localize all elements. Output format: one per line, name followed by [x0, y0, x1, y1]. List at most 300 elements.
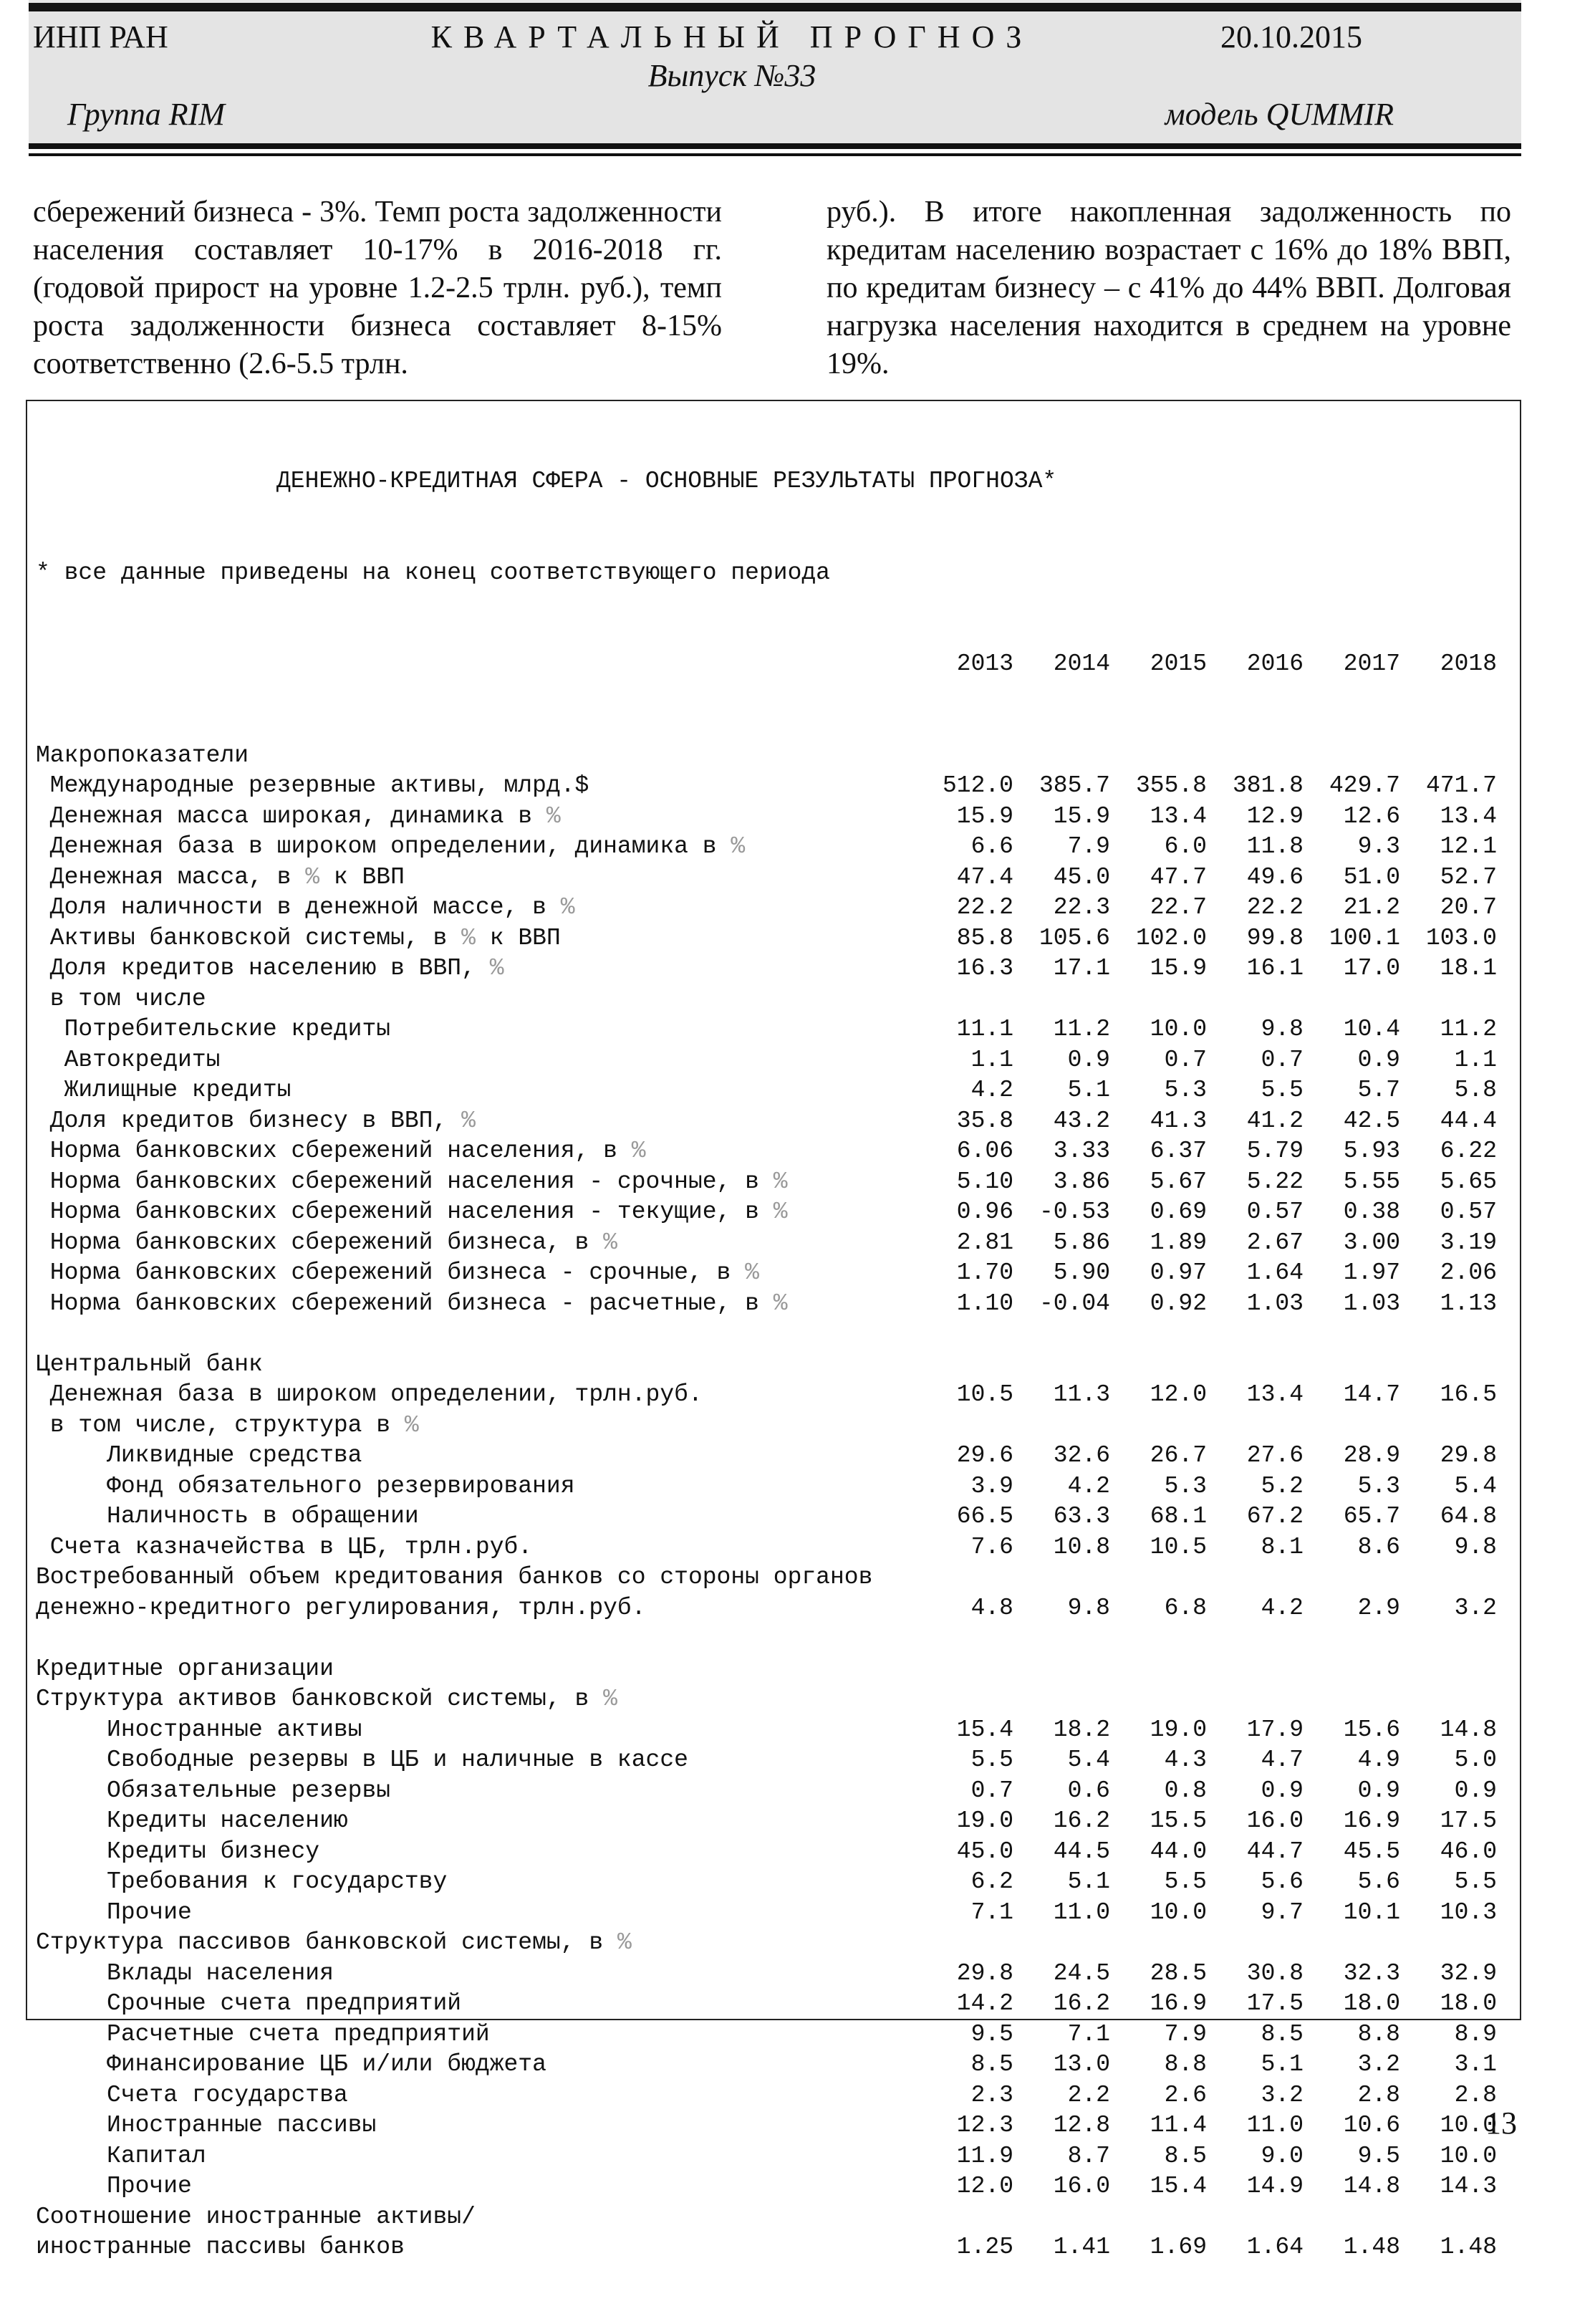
cell-value: 5.90 [1053, 1259, 1110, 1286]
cell-value: 85.8 [956, 924, 1013, 951]
cell-value: 4.2 [970, 1077, 1013, 1103]
table-row [36, 1562, 1511, 1593]
table-row [36, 1654, 1511, 1685]
cell-value: 0.9 [1067, 1046, 1110, 1073]
row-label: Кредитные организации [36, 1655, 334, 1682]
row-values [917, 1806, 1497, 1837]
cell-value: 8.6 [1357, 1533, 1400, 1560]
row-label: Потребительские кредиты [36, 1016, 391, 1042]
cell-value: 0.9 [1261, 1777, 1304, 1804]
cell-value: 8.5 [970, 2051, 1013, 2078]
cell-value: 44.7 [1246, 1838, 1304, 1865]
header-date: 20.10.2015 [1220, 19, 1362, 54]
row-values [917, 1989, 1497, 2020]
cell-value: 2.06 [1440, 1259, 1497, 1286]
cell-value: 1.10 [956, 1290, 1013, 1317]
cell-value: 12.6 [1343, 802, 1400, 830]
table-note: * все данные приведены на конец соответствующего периода [36, 559, 830, 586]
cell-value: 16.2 [1053, 1990, 1110, 2017]
cell-value: 17.5 [1246, 1990, 1304, 2017]
cell-value: 9.8 [1261, 1016, 1304, 1042]
cell-value: 4.8 [970, 1594, 1013, 1621]
cell-value: 6.8 [1164, 1594, 1207, 1621]
cell-value: 65.7 [1343, 1503, 1400, 1530]
row-label: Соотношение иностранные активы/ [36, 2203, 476, 2230]
cell-value: 10.3 [1440, 1898, 1497, 1926]
row-values [917, 832, 1497, 863]
cell-value: 15.4 [1150, 2173, 1207, 2199]
table-row [36, 1776, 1511, 1807]
cell-value: 5.7 [1357, 1077, 1400, 1103]
header-bottom-rule [29, 143, 1521, 149]
header-issue-text: Выпуск №33 [647, 58, 816, 93]
row-label: Расчетные счета предприятий [36, 2020, 490, 2047]
table-row [36, 863, 1511, 893]
row-values [917, 2050, 1497, 2080]
table-row [36, 923, 1511, 954]
row-label: Доля кредитов населению в ВВП, % [36, 955, 504, 981]
cell-value: 9.0 [1261, 2142, 1304, 2169]
cell-value: 5.1 [1067, 1077, 1110, 1103]
row-values [917, 1380, 1497, 1411]
cell-value: 9.5 [1357, 2142, 1400, 2169]
cell-value: 10.6 [1343, 2112, 1400, 2138]
header-model: модель QUMMIR [1165, 97, 1394, 132]
text-column-left: сбережений бизнеса - 3%. Темп роста задолженности населения составляет 10-17% в 2016-2018 гг. (годовой прирост на уровне 1.2-2.5 трлн. руб.), темп роста задолженности бизнеса составляет 8-15% соответственно (2.6-5.5 трлн. [33, 196, 722, 380]
cell-value: 30.8 [1246, 1959, 1304, 1987]
cell-value: 12.3 [956, 2112, 1013, 2138]
cell-value: 16.9 [1343, 1807, 1400, 1834]
header-top-rule [29, 3, 1521, 11]
cell-value: 18.1 [1440, 955, 1497, 981]
cell-value: 20.7 [1440, 894, 1497, 921]
table-row [36, 2050, 1511, 2080]
cell-value: 8.9 [1454, 2020, 1497, 2047]
row-label: Ликвидные средства [36, 1442, 362, 1469]
cell-value: 1.64 [1246, 2234, 1304, 2260]
cell-value: 16.0 [1053, 2173, 1110, 2199]
table-rows [36, 741, 1511, 2263]
cell-value: 44.4 [1440, 1107, 1497, 1134]
cell-value: 12.8 [1053, 2112, 1110, 2138]
cell-value: 9.8 [1067, 1594, 1110, 1621]
header-issue [29, 57, 1521, 94]
table-row [36, 1167, 1511, 1198]
cell-value: 5.8 [1454, 1077, 1497, 1103]
cell-value: 12.0 [956, 2173, 1013, 2199]
cell-value: 22.2 [956, 894, 1013, 921]
cell-value: 22.2 [1246, 894, 1304, 921]
cell-value: 5.86 [1053, 1229, 1110, 1256]
cell-value: 2.67 [1246, 1229, 1304, 1256]
row-values [917, 954, 1497, 984]
row-label: Требования к государству [36, 1868, 448, 1895]
table-row [36, 1867, 1511, 1898]
cell-value: 5.79 [1246, 1138, 1304, 1164]
table-row [36, 1411, 1511, 1441]
cell-value: 0.9 [1357, 1777, 1400, 1804]
row-label: Центральный банк [36, 1350, 263, 1378]
cell-value: 5.2 [1261, 1472, 1304, 1499]
cell-value: 5.6 [1357, 1868, 1400, 1895]
cell-value: 5.3 [1164, 1077, 1207, 1103]
row-label: Макропоказатели [36, 741, 249, 769]
table-years [917, 649, 1497, 680]
cell-value: 381.8 [1232, 772, 1304, 799]
table-row [36, 741, 1511, 772]
cell-value: 0.9 [1357, 1046, 1400, 1073]
row-values [917, 1745, 1497, 1776]
row-values [917, 1898, 1497, 1929]
cell-value: 1.13 [1440, 1290, 1497, 1317]
cell-value: 4.2 [1261, 1594, 1304, 1621]
table-row [36, 1715, 1511, 1746]
row-label: Иностранные активы [36, 1716, 362, 1743]
cell-value: 29.8 [1440, 1442, 1497, 1469]
cell-value: 5.4 [1454, 1472, 1497, 1499]
cell-value: 103.0 [1425, 924, 1497, 951]
cell-value: 3.2 [1454, 1594, 1497, 1621]
row-label: Денежная база в широком определении, динамика в % [36, 833, 746, 860]
row-values [917, 771, 1497, 802]
row-values [917, 1593, 1497, 1624]
cell-value: 1.48 [1343, 2234, 1400, 2260]
cell-value: 5.67 [1150, 1168, 1207, 1195]
cell-value: 18.2 [1053, 1716, 1110, 1743]
cell-value: 12.0 [1150, 1381, 1207, 1408]
table-row [36, 2020, 1511, 2050]
cell-value: 10.0 [1150, 1898, 1207, 1926]
cell-value: 1.25 [956, 2234, 1013, 2260]
table-row [36, 1806, 1511, 1837]
cell-value: 6.06 [956, 1138, 1013, 1164]
cell-value: 3.2 [1357, 2051, 1400, 2078]
row-label: Денежная масса широкая, динамика в % [36, 802, 561, 830]
cell-value: 11.0 [1246, 2112, 1304, 2138]
cell-value: 3.9 [970, 1472, 1013, 1499]
table-row [36, 2171, 1511, 2202]
cell-value: 0.9 [1454, 1777, 1497, 1804]
row-values [917, 2141, 1497, 2172]
row-values [917, 2171, 1497, 2202]
table-row [36, 954, 1511, 984]
cell-value: 8.8 [1357, 2020, 1400, 2047]
page-number: 13 [1485, 2105, 1517, 2141]
table-row [36, 1258, 1511, 1289]
row-label: в том числе, структура в % [36, 1411, 419, 1439]
table-row [36, 1319, 1511, 1350]
cell-value: 42.5 [1343, 1107, 1400, 1134]
table-row [36, 1136, 1511, 1167]
cell-value: -0.04 [1039, 1290, 1110, 1317]
row-label: Норма банковских сбережений населения - срочные, в % [36, 1168, 788, 1195]
cell-value: 27.6 [1246, 1442, 1304, 1469]
cell-value: 64.8 [1440, 1503, 1497, 1530]
table-row [36, 1289, 1511, 1320]
cell-value: 1.69 [1150, 2234, 1207, 2260]
table-row [36, 1502, 1511, 1532]
table-row [36, 1197, 1511, 1228]
cell-value: 2.9 [1357, 1594, 1400, 1621]
cell-value: 2.2 [1067, 2081, 1110, 2108]
table-row [36, 2080, 1511, 2111]
cell-value: 11.9 [956, 2142, 1013, 2169]
cell-value: 14.2 [956, 1990, 1013, 2017]
cell-value: 9.8 [1454, 1533, 1497, 1560]
cell-value: 15.6 [1343, 1716, 1400, 1743]
table-years-row [36, 649, 1511, 680]
cell-value: 19.0 [956, 1807, 1013, 1834]
cell-value: 429.7 [1329, 772, 1400, 799]
cell-value: 5.4 [1067, 1747, 1110, 1773]
cell-value: 44.5 [1053, 1838, 1110, 1865]
table-row [36, 1228, 1511, 1259]
row-values [917, 1289, 1497, 1320]
cell-value: 15.9 [1053, 802, 1110, 830]
table-row [36, 771, 1511, 802]
cell-value: 24.5 [1053, 1959, 1110, 1987]
row-values [917, 1197, 1497, 1228]
cell-value: 32.6 [1053, 1442, 1110, 1469]
cell-value: 9.7 [1261, 1898, 1304, 1926]
cell-value: 2.8 [1454, 2081, 1497, 2108]
cell-value: 5.3 [1164, 1472, 1207, 1499]
row-values [917, 1228, 1497, 1259]
year-header: 2013 [956, 650, 1013, 677]
cell-value: 16.3 [956, 955, 1013, 981]
cell-value: 7.1 [970, 1898, 1013, 1926]
cell-value: 28.5 [1150, 1959, 1207, 1987]
row-label: Востребованный объем кредитования банков со стороны органов [36, 1564, 873, 1590]
cell-value: 0.6 [1067, 1777, 1110, 1804]
cell-value: 22.3 [1053, 894, 1110, 921]
cell-value: 17.5 [1440, 1807, 1497, 1834]
row-values [917, 1441, 1497, 1471]
cell-value: 14.7 [1343, 1381, 1400, 1408]
cell-value: 5.6 [1261, 1868, 1304, 1895]
row-label: Кредиты населению [36, 1807, 348, 1834]
cell-value: 11.2 [1053, 1016, 1110, 1042]
cell-value: 471.7 [1425, 772, 1497, 799]
header-org: ИНП РАН [33, 19, 168, 54]
cell-value: 4.9 [1357, 1747, 1400, 1773]
table-note-row [36, 558, 1511, 589]
cell-value: 16.2 [1053, 1807, 1110, 1834]
cell-value: 1.41 [1053, 2234, 1110, 2260]
cell-value: 1.03 [1343, 1290, 1400, 1317]
row-values [917, 1959, 1497, 1989]
cell-value: 7.1 [1067, 2020, 1110, 2047]
cell-value: 11.1 [956, 1016, 1013, 1042]
cell-value: 21.2 [1343, 894, 1400, 921]
row-values [917, 1837, 1497, 1868]
cell-value: 43.2 [1053, 1107, 1110, 1134]
table-row [36, 984, 1511, 1015]
forecast-table [26, 400, 1521, 2260]
cell-value: 355.8 [1135, 772, 1207, 799]
cell-value: 63.3 [1053, 1503, 1110, 1530]
forecast-table-body [36, 405, 1511, 2324]
cell-value: 3.19 [1440, 1229, 1497, 1256]
cell-value: 1.64 [1246, 1259, 1304, 1286]
cell-value: 0.97 [1150, 1259, 1207, 1286]
year-header: 2014 [1053, 650, 1110, 677]
cell-value: 4.2 [1067, 1472, 1110, 1499]
table-row [36, 1045, 1511, 1076]
cell-value: 1.03 [1246, 1290, 1304, 1317]
cell-value: 99.8 [1246, 924, 1304, 951]
row-label: Счета государства [36, 2081, 348, 2108]
row-label: Прочие [36, 1898, 192, 1926]
cell-value: 2.81 [956, 1229, 1013, 1256]
table-row [36, 1898, 1511, 1929]
cell-value: 46.0 [1440, 1838, 1497, 1865]
cell-value: 17.9 [1246, 1716, 1304, 1743]
cell-value: 7.6 [970, 1533, 1013, 1560]
table-row [36, 2141, 1511, 2172]
cell-value: 0.57 [1246, 1199, 1304, 1225]
cell-value: 45.0 [1053, 863, 1110, 890]
cell-value: 67.2 [1246, 1503, 1304, 1530]
cell-value: 7.9 [1164, 2020, 1207, 2047]
cell-value: 14.3 [1440, 2173, 1497, 2199]
cell-value: 11.2 [1440, 1016, 1497, 1042]
row-values [917, 1136, 1497, 1167]
row-label: Срочные счета предприятий [36, 1990, 462, 2017]
cell-value: 51.0 [1343, 863, 1400, 890]
cell-value: 26.7 [1150, 1442, 1207, 1469]
cell-value: 9.3 [1357, 833, 1400, 860]
page-header [29, 0, 1521, 143]
header-title-text: КВАРТАЛЬНЫЙ ПРОГНОЗ [430, 19, 1034, 54]
cell-value: 44.0 [1150, 1838, 1207, 1865]
text-column-right: руб.). В итоге накопленная задолженность по кредитам населению возрастает с 16% до 18% ВВП, по кредитам бизнесу – с 41% до 44% ВВП. Долговая нагрузка населения находится в среднем на уровне 19%. [827, 196, 1511, 380]
cell-value: 15.5 [1150, 1807, 1207, 1834]
row-label: Вклады населения [36, 1959, 334, 1987]
table-row [36, 2202, 1511, 2233]
cell-value: 6.2 [970, 1868, 1013, 1895]
cell-value: 41.2 [1246, 1107, 1304, 1134]
year-header: 2018 [1440, 650, 1497, 677]
table-row [36, 802, 1511, 832]
cell-value: 6.37 [1150, 1138, 1207, 1164]
cell-value: 18.0 [1440, 1990, 1497, 2017]
cell-value: 12.1 [1440, 833, 1497, 860]
row-label: Свободные резервы в ЦБ и наличные в кассе [36, 1747, 688, 1773]
row-values [917, 1502, 1497, 1532]
cell-value: 0.57 [1440, 1199, 1497, 1225]
cell-value: 5.1 [1067, 1868, 1110, 1895]
row-label: Структура пассивов банковской системы, в % [36, 1929, 632, 1956]
cell-value: 52.7 [1440, 863, 1497, 890]
row-label: Денежная масса, в % к ВВП [36, 863, 405, 890]
cell-value: 14.8 [1343, 2173, 1400, 2199]
cell-value: 15.9 [1150, 955, 1207, 981]
cell-value: 5.93 [1343, 1138, 1400, 1164]
cell-value: 18.0 [1343, 1990, 1400, 2017]
row-label: в том числе [36, 985, 206, 1012]
row-label: Капитал [36, 2142, 206, 2169]
cell-value: 45.5 [1343, 1838, 1400, 1865]
cell-value: 2.8 [1357, 2081, 1400, 2108]
row-values [917, 893, 1497, 923]
cell-value: 1.97 [1343, 1259, 1400, 1286]
cell-value: 66.5 [956, 1503, 1013, 1530]
row-label: Норма банковских сбережений населения, в % [36, 1138, 646, 1164]
cell-value: 11.3 [1053, 1381, 1110, 1408]
cell-value: 35.8 [956, 1107, 1013, 1134]
row-values [917, 1776, 1497, 1807]
cell-value: 1.1 [1454, 1046, 1497, 1073]
cell-value: 16.9 [1150, 1990, 1207, 2017]
cell-value: 11.4 [1150, 2112, 1207, 2138]
cell-value: 4.7 [1261, 1747, 1304, 1773]
cell-value: 0.8 [1164, 1777, 1207, 1804]
row-label: Норма банковских сбережений населения - текущие, в % [36, 1199, 788, 1225]
row-values [917, 1471, 1497, 1502]
row-label: Структура активов банковской системы, в % [36, 1686, 617, 1712]
table-title-row [36, 466, 1511, 497]
cell-value: 16.1 [1246, 955, 1304, 981]
row-values [917, 1532, 1497, 1563]
table-row [36, 1471, 1511, 1502]
row-label: Доля кредитов бизнесу в ВВП, % [36, 1107, 476, 1134]
cell-value: 1.70 [956, 1259, 1013, 1286]
table-row [36, 1380, 1511, 1411]
year-header: 2017 [1343, 650, 1400, 677]
cell-value: 100.1 [1329, 924, 1400, 951]
cell-value: 5.1 [1261, 2051, 1304, 2078]
cell-value: 5.5 [970, 1747, 1013, 1773]
cell-value: 10.8 [1053, 1533, 1110, 1560]
table-row [36, 1014, 1511, 1045]
header-group: Группа RIM [67, 97, 225, 132]
row-label: Норма банковских сбережений бизнеса, в % [36, 1229, 617, 1256]
cell-value: 5.5 [1164, 1868, 1207, 1895]
row-values [917, 2080, 1497, 2111]
cell-value: 16.5 [1440, 1381, 1497, 1408]
row-values [917, 2020, 1497, 2050]
row-label: Доля наличности в денежной массе, в % [36, 894, 575, 921]
cell-value: 6.22 [1440, 1138, 1497, 1164]
cell-value: 6.6 [970, 833, 1013, 860]
table-row [36, 1959, 1511, 1989]
header-bottom-rule-thin [29, 153, 1521, 156]
cell-value: 0.7 [1261, 1046, 1304, 1073]
cell-value: 13.4 [1440, 802, 1497, 830]
row-values [917, 1867, 1497, 1898]
cell-value: 13.0 [1053, 2051, 1110, 2078]
cell-value: 6.0 [1164, 833, 1207, 860]
cell-value: 49.6 [1246, 863, 1304, 890]
table-row [36, 1745, 1511, 1776]
row-values [917, 2232, 1497, 2263]
cell-value: 1.1 [970, 1046, 1013, 1073]
cell-value: 12.9 [1246, 802, 1304, 830]
cell-value: 2.3 [970, 2081, 1013, 2108]
cell-value: 8.8 [1164, 2051, 1207, 2078]
row-label: Прочие [36, 2173, 192, 2199]
cell-value: 5.55 [1343, 1168, 1400, 1195]
cell-value: 8.1 [1261, 1533, 1304, 1560]
cell-value: 29.8 [956, 1959, 1013, 1987]
table-row [36, 832, 1511, 863]
table-row [36, 1106, 1511, 1137]
table-row [36, 1532, 1511, 1563]
cell-value: 2.6 [1164, 2081, 1207, 2108]
table-title: ДЕНЕЖНО-КРЕДИТНАЯ СФЕРА - ОСНОВНЫЕ РЕЗУЛЬТАТЫ ПРОГНОЗА* [276, 468, 1057, 494]
row-values [917, 802, 1497, 832]
